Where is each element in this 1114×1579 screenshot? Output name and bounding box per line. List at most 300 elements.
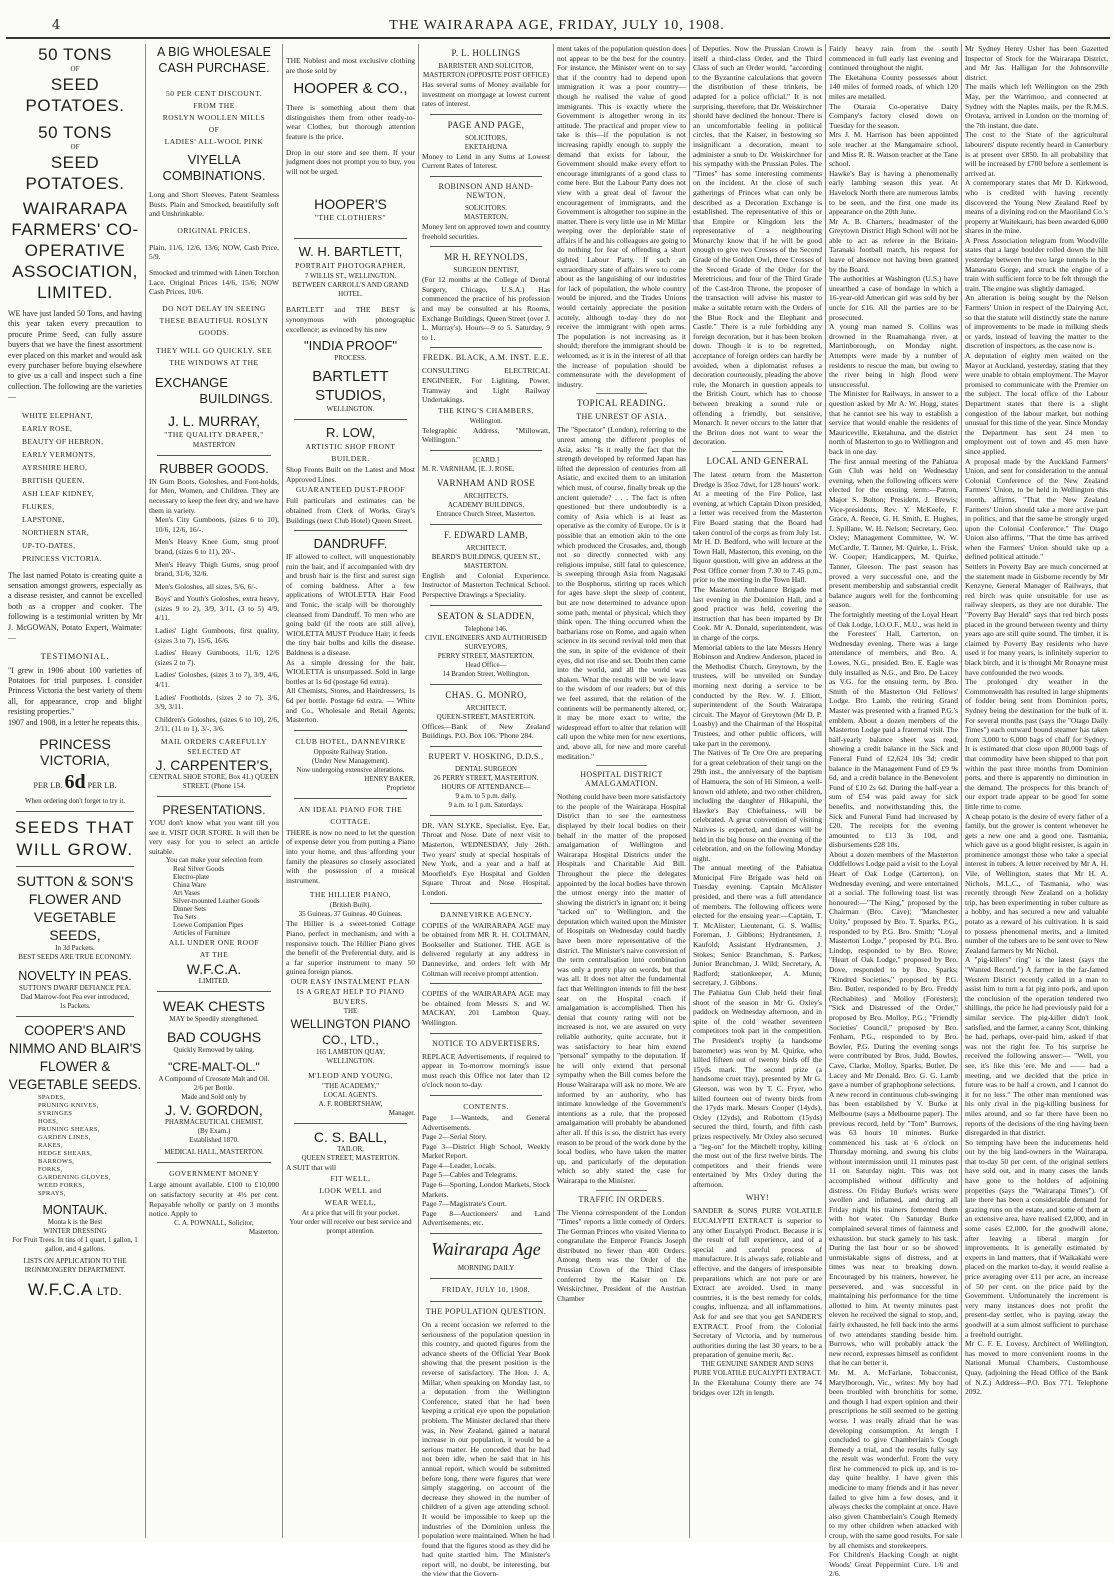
body-text: ment takes of the population question does not appear to be the best for the country. For instance, the Minister went on to say that if the country had to depend upon immigration it was a poor country—though he realised the value of good immigrants. This is exactly where the Government is altogether wrong in its attitude. The practical and proper view to take is this—if the population is not increasing rapidly enough to supply the demand that exists for labour, the Government should make every effort to encourage immigrants of a good class to come here. But the Labour Party does not view with a great deal of favour the encouragement of immigrants, and the Government is altogether too supine in the matter. There is very little use in Mr Millar weeping over the deplorable state of affairs if he and his colleagues are going to do nothing for fear of offending a short sighted Labour Party. If such an extraordinary state of affairs were to come about as the languishing of our industries for lack of population, the whole country would be injured, and the Trades Unions would certainly appreciate the position acutely, although to-day they do not receive the immigrant with open arms. The population is not increasing as it should; therefore the immigrant should be welcomed, as it is in the interest of all that the increase of population should be commensurate with the development of industry. bbox=[557, 44, 686, 389]
body-text: The Pahiatua Gun Club held their final shoot of the season in Mr G. Oxley's paddock on Wednesday afternoon, and in spite of the cold weather seventeen competitors took part in the competition. The President's trophy (a handsome barometer) was won by M. Quirke, who killed fifteen out of twenty birds off the 15yds mark. The second prize (a handsome cruet tray), presented by Mr G. Gleeson, was won by T. C. Fryer, who killed fourteen out of twenty birds from the 17yds mark. Messrs Cooper (14yds), Oxley (12yds), and Robottom (15yds) secured the third, fourth, and fifth cash prizes respectively. Mr Oxley also secured a "leg-on" for the Mitchell trophy, killing the most out of the first twelve birds. The competitors and their friends were entertained by Mrs Oxley during the afternoon. bbox=[693, 988, 822, 1189]
text: FRIDAY, JULY 10, 1908. bbox=[441, 1285, 531, 1295]
list-item: WHITE ELEPHANT, bbox=[22, 410, 93, 420]
list-item: EARLY VERMONTS, bbox=[22, 449, 96, 459]
text: OF bbox=[70, 143, 80, 151]
text: CENTRAL SHOE STORE, Box 41.) QUEEN STREET. (Phone 154. bbox=[149, 773, 279, 790]
text: MAIL ORDERS CAREFULLY SELECTED AT bbox=[160, 737, 268, 756]
body-text: The "Spectator" (London), referring to the unrest among the different peoples of Asia, asks: "Is it really the fact that the strength developed by reformed Japan has lifted the depression of centuries from all Asiatic, and excited them to an imitation which must, of course, finally break up the ancient quietude? . . . The fact is often questioned but there undoubtedly is a comity of Asia which is at least as operative as the comity of Europe. Or is it possible that an emotion akin to the one which produced the Crusades, and, though not so directly connected with any religious impulse, still fatal to quiescence, is sweeping through Asia from Nagasaki to the Bosphorus, stirring up races which for ages have slept the sleep of content, but are now determined to advance upon some path, mental or physical, which they think open. The thing occurred when the barbarians rose on Rome, and again when science in its second revival told men that the sun, in spite of the evidence of their eyes, did not rise and set. Doubt then came into the world, and all the world was shaken. What the results will be we leave to the wisdom of our readers; but of this we feel assured, that the relation of the continents will be permanently altered, or, it may be more exact to write, the widespread effort to alter that relation will call upon the white men for new exertions, and, above all, for new and more careful meditation." bbox=[557, 425, 686, 761]
masthead bbox=[0, 18, 1114, 34]
text: Dad Marrow-foot Pea ever introduced, bbox=[20, 992, 130, 1001]
text: PER LB. bbox=[87, 780, 117, 790]
body-text: CONSULTING ELECTRICAL ENGINEER, For Lighting, Power, Tramway and Light Railway Undertakings. bbox=[422, 366, 550, 405]
body-text: Nothing could have been more satisfactory to the people of the Wairarapa Hospital District than to see the earnestness displayed by their local bodies on their behalf in the matter of the proposed amalgamation of Wellington and Wairarapa Hospital Districts under the Hospitals and Charitable Aid Bill. Throughout the piece the delegates appointed by the local bodies have thrown the utmost energy into the matter of showing the district's in ignant on; it being "tacked on" to Wellington, and the deputation which waited upon the Minister of Hospitals on Wednesday could hardly have been more representative of the district. The Minister's naive conversion of the term centralisation into combination was only a pretty play on words, but that was all. It does not alter the fundamental fact that Wellington intends to fill the best seat on the Hospital coach if amalgamation is accomplished. Then his denial that county rating will not be increased is not, we are assured on very reliable authority, quite accurate, but it was satisfactory to hear him extend "personal" sympathy to the deputation. If he will only extend that personal sympathy when the Bill comes before the House Wairarapa will ask no more. We are informed by an authority, who has intimate knowledge of the Government's intentions as a rule, that the proposed amalgamation will probably be abandoned after all. If this is so, the district has every reason to be proud of the work done by the local bodies, who have taken the matter up, and particularly of the deputation which so ably stated the case for Wairarapa to the Minister. bbox=[557, 792, 686, 1185]
headline: "INDIA PROOF" bbox=[303, 338, 398, 354]
headline: SEED POTATOES. bbox=[25, 75, 125, 115]
column-divider bbox=[961, 44, 962, 1538]
text: Telephone 146. bbox=[464, 624, 508, 633]
body-text: Fairly heavy rain from the south commenced in full early last evening and continued throughout the night. bbox=[829, 44, 958, 73]
list-item: Page 1—Wanteds, and General Advertisements. bbox=[422, 1112, 550, 1132]
price: 6d bbox=[64, 770, 86, 793]
contents-list bbox=[422, 1113, 550, 1228]
list-item: HOES, bbox=[38, 1117, 59, 1125]
heading: HOSPITAL DISTRICT AMALGAMATION. bbox=[580, 770, 663, 789]
text: DO NOT DELAY IN SEEING THESE BEAUTIFUL ROSLYN GOODS. bbox=[159, 303, 269, 337]
text: THE bbox=[343, 1006, 358, 1015]
body-text: There is something about them that distinguishes them from other ready-to-wear Clothes, but thorough attention feature is the price. bbox=[286, 103, 415, 141]
headline: BARTLETT STUDIOS, bbox=[312, 368, 389, 405]
text: QUEEN STREET, MASTERTON. bbox=[301, 1153, 400, 1162]
heading: ROBINSON AND HAND-NEWTON, bbox=[438, 181, 534, 200]
list-item: Loewe Companion Pipes bbox=[173, 921, 244, 930]
body-text: English and Colonial Experience. Instructor of Masterton Technical School. Perspective Drawings a Speciality. bbox=[422, 570, 550, 600]
text: PER LB. bbox=[33, 780, 63, 790]
headline: NOVELTY IN PEAS. bbox=[18, 968, 132, 983]
headline: CASH PURCHASE. bbox=[158, 61, 270, 75]
list-item: Children's Goloshes, (sizes 6 to 10), 2/6, 2/11, (11 to 1), 3/-, 3/6. bbox=[155, 714, 279, 734]
text: ALL UNDER ONE ROOF bbox=[168, 938, 260, 948]
list-item: Articles of Furniture bbox=[173, 929, 231, 938]
text: GUARANTEED DUST-PROOF bbox=[295, 485, 406, 495]
body-text: All Chemists, Stores, and Hairdressers, 1s 6d per bottle. Postage 6d extra. — White and Co., Wholesale and Retail Agents, Masterton. bbox=[286, 686, 415, 725]
heading: FREDK. BLACK, A.M. INST. E.E. bbox=[422, 353, 550, 363]
list-item: NORTHERN STAR, bbox=[22, 527, 89, 537]
body-text: Mr C. F. E. Lovesy, Architect of Wellington, has moved to more convenient rooms in the National Mutual Chambers, Customhouse Quay, (adjoining the Head Office of the Bank of N.Z.) Address—P.O. Box 771. Telephone 2092. bbox=[965, 1339, 1108, 1397]
text: THEY WILL GO QUICKLY. SEE THE WINDOWS AT THE bbox=[155, 345, 273, 367]
body-text: So tempting have been the inducements held out by the big land-owners in the Wairarapa, that to-day 50 per cent. of the original settlers have sold out, and in many cases the lands have gone to the holders of adjoining properties (says the "Wairarapa Times"). Of late there has been a considerable demand for grazing runs on the estate, and some of them at an extensive area, have realised £2,000, and in some cases £2,000, for the goodwill alone, after leaving a liberal margin for improvements. It is generally estimated by experts in land matters, that if Waikakahi were placed on the market to-day, it would realise a price averaging over £11 per acre, an increase of 50 per cent. on the price paid by the Government. Unfortunately the increment is very many instances does not profit the present-day settler, who is paying away the goodwill at a sum almost sufficient to purchase a freehold outright. bbox=[965, 1137, 1108, 1339]
headline: 50 TONS bbox=[38, 123, 112, 142]
list-item: Ladies' Footholds, (sizes 2 to 7), 3/6, 3/9, 3/11. bbox=[155, 692, 279, 712]
text: "THE ACADEMY," bbox=[322, 1081, 379, 1090]
body-text: Long and Short Sleeves, Patent Seamless Busts. Plain and Smocked, beautifully soft and Unshrinkable. bbox=[149, 190, 279, 219]
text: OF bbox=[208, 125, 220, 134]
text: HENRY BAKER, bbox=[364, 774, 415, 783]
text: BARRISTER AND SOLICITOR, bbox=[438, 62, 534, 70]
body-text: The annual meeting of the Pahiatua Municipal Fire Brigade was held on Tuesday evening. Captain McAlister presided, and there was a full attendance of members. The following officers were elected for the ensuing year:—Captain, T. T. McAlister; Lieutenant, G. S. Wallis; Foreman, J. Gibbons; Hydrantsmen, J. Kaufold; Assistant Hydrantsmen, J. Stokes; Senior Branchman, S. Parkes; Junior Branchman, J. Wild; Secretary, A. Radford; stationkeeper, A. Munn; secretary, J. Gibbons. bbox=[693, 863, 822, 988]
text: "THE CLOTHIERS" bbox=[314, 213, 387, 223]
body-text: As a simple dressing for the hair, WIOLETTA is unsurpassed. Sold in large bottles at 1s 6d (postage 6d extra). bbox=[286, 657, 415, 686]
column-3 bbox=[286, 44, 415, 1538]
body-text: A SUIT that will bbox=[286, 1162, 337, 1172]
headline: MONTAUK. bbox=[42, 1202, 108, 1217]
text: ARCHITECTS, bbox=[463, 491, 509, 500]
text: CONTENTS. bbox=[463, 1101, 509, 1111]
text: 50 PER CENT DISCOUNT. bbox=[165, 89, 263, 98]
heading: TRAFFIC IN ORDERS. bbox=[578, 1194, 665, 1204]
text: 14 Brandon Street, Wellington. bbox=[442, 669, 530, 678]
newspaper-nameplate: Wairarapa Age bbox=[431, 1239, 541, 1260]
text: 35 Guineas. 37 Guineas. 40 Guineas. bbox=[298, 910, 403, 919]
body-text: Shop Fronts Built on the Latest and Most Approved Lines. bbox=[286, 465, 415, 484]
column-divider bbox=[553, 44, 554, 1538]
list-item: China Ware bbox=[173, 881, 206, 890]
text: ORIGINAL PRICES. bbox=[177, 225, 251, 235]
text: LOOK WELL and bbox=[319, 1185, 382, 1195]
headline: COMBINATIONS. bbox=[162, 168, 266, 183]
text: Masterton. bbox=[248, 1227, 279, 1236]
list-item: Men's Heavy Knee Gum, snug proof brand, (sizes 6 to 11), 20/-. bbox=[155, 537, 279, 556]
body-text: A Press Association telegram from Woodville states that a large boulder rolled down the hill yesterday between the two large tunnels in the Manawatu Gorge, and struck the engine of a train with sufficient force to be felt through the train. The engine was slightly damaged. bbox=[965, 235, 1108, 293]
list-item: Page 5—Cables and Telegrams. bbox=[422, 1170, 518, 1180]
body-text: of Deputies. Now the Prussian Crown is itself a third-class Order, and the Third Class of such an Order would, "according to the Byzantine calculations that govern the distribution of these trinkets, be adapted for a police official." It is not surprising, therefore, that Dr. Weiskirchner should have declined the honour. There is an uncomfortable feeling in political circles, that the Kaiser, in bestowing so insignificant a decoration, meant to administer a snub to Dr. Weiskirchner for his sympathy with the Prussian Poles. The "Times" has some interesting comments on the incident. At the close of such gatherings of Princes what can only be described as a Decoration Exchange is established. The representative of this or that Empire or Kingdom lets the representative of a neighbouring Monarchy know that if he will be good enough to give two Crosses of the Second Grade of the Golden Owl, three Crosses of the Second Grade of the Order for the Meretricious, and four of the Third Grade of the Cast-Iron Throne, the proposer of the transaction will advise his master to make a suitable return with the Orders of the Blue Rock and the Elephant and Castle." There is a rule forbidding any foreign decoration, but it has been broken down. Though it is to be regretted, acceptance of foreign orders can hardly be avoided, when a diplomatist refuses a decoration courteously, pleading the above rule, the Monarch in question appeals to the British Court, which has to choose between breaking a sound rule or offending a friendly, but sensitive, Monarch. It never occurs to the latter that the Briton does not want to wear the decoration. bbox=[693, 44, 822, 447]
list-item: FORKS, bbox=[38, 1165, 63, 1173]
list-item: SYRINGES bbox=[38, 1109, 73, 1117]
column-6 bbox=[693, 44, 822, 1538]
text: LTD. bbox=[97, 1285, 123, 1298]
text: Now undergoing extensive alterations. bbox=[296, 765, 405, 774]
text: WELLINGTON. bbox=[326, 405, 375, 414]
text: GOVERNMENT MONEY bbox=[169, 1169, 259, 1179]
headline: R. LOW, bbox=[325, 425, 376, 441]
tool-list bbox=[8, 1094, 142, 1198]
body-text: Large amount available. £100 to £10,000 on satisfactory security at 4½ per cent. Repayable wholly or partly on 3 months notice. Apply to bbox=[149, 1180, 279, 1219]
text: MAY be Speedily strengthened. bbox=[169, 1015, 259, 1024]
list-item: Boys' and Youth's Goloshes, extra heavy, (sizes 9 to 2), 3/9, 3/11, (3 to 5) 4/9, 4/11. bbox=[155, 594, 279, 623]
body-text: Offices—Bank of New Zealand Buildings. P.O. Box 106. 'Phone 284. bbox=[422, 721, 550, 741]
body-text: THERE is now no need to let the question of expense deter you from putting a Piano into your home, and thus affording your family the pleasures so closely associated with the possession of a musical instrument. bbox=[286, 827, 415, 885]
masthead-rule bbox=[6, 37, 1110, 39]
text: DENTAL SURGEON bbox=[455, 764, 517, 773]
list-item: BARROWS, bbox=[38, 1157, 75, 1165]
list-item: Men's City Gumboots, (sizes 6 to 10), 10/6, 12/6, 16/-. bbox=[155, 515, 279, 534]
price-line bbox=[8, 771, 142, 794]
body-text: The Masterton Ambulance Brigade met last evening in the Dominion Hall, and a good practice was held, covering the instruction that has been imparted by Dr Cook. Mr A. Donald, superintendent, was in charge of the corps. bbox=[693, 585, 822, 643]
body-text: 1907 and 1908, in a letter he repeats this. bbox=[8, 717, 140, 727]
text: WINTER DRESSING bbox=[43, 1226, 107, 1235]
body-text: An alteration is being sought by the Nelson Farmers' Union in respect of the Dairying Act, so that the statute will distinctly state the nature of improvements to be made in milking sheds or yards, instead of leaving the matter to the discretion of inspectors, as the case now is. bbox=[965, 293, 1108, 351]
heading: TOPICAL READING. bbox=[577, 398, 666, 409]
text: 26 PERRY STREET, MASTERTON. bbox=[433, 773, 539, 782]
text: 1s Packets. bbox=[59, 1001, 91, 1010]
text: LADIES' ALL-WOOL PINK bbox=[164, 137, 264, 146]
column-divider bbox=[282, 44, 283, 1538]
list-item: PRUNING SHEARS, bbox=[38, 1125, 100, 1133]
text: You can make your selection from bbox=[165, 856, 263, 865]
body-text: IF allowed to collect, will unquestionably ruin the hair, and if accompanied with dry and brush hair is the first and surest sign of coming baldness. After a few applications of WIOLETTA Hair Food and Tonic, the scalp will be thoroughly cleansed from Dandruff. To men who are going bald (if the roots are still alive), WIOLETTA MUST Produce Hair; it feeds the tiny hair bulbs and kills the disease. Baldness is a disease. bbox=[286, 552, 415, 658]
body-text: The Hillier is a sweet-toned Cottage Piano, perfect in mechanism, and with a responsive touch. The Hillier Piano gives the benefit of the Preferential duty, and is a far superior instrument to many 50 guinea foreign pianos. bbox=[286, 919, 415, 977]
body-text: A proposal made by the Auckland Farmers' Union, and sent for consideration to the annual Colonial Conference of the New Zealand Farmers' Union, to be held in Wellington this month, affirms, "That the New Zealand Farmers' Union should take a more active part in politics, and that the same be strongly urged upon the Colonial Conference." The Otago Union also affirms, "That the time has arrived when the Farmers' Union should take up a defined political attitude." bbox=[965, 456, 1108, 562]
headline: SEED POTATOES. bbox=[25, 153, 125, 193]
headline: WEAK CHESTS bbox=[163, 998, 265, 1015]
text: THE GENUINE SANDER AND SONS PURE VOLATILE EUCALYPTI EXTRACT. bbox=[693, 1359, 822, 1377]
body-text: The Minister for Railways, in answer to a question asked by Mr A. W. Hogg, states that he cannot see his way to establish a service that would enable the residents of Mauriceville, Eketahuna, and the district north of Masterton to go to Wellington and back in one day. bbox=[829, 389, 958, 456]
text: TAILOR, bbox=[337, 1144, 364, 1153]
text: Proprietor bbox=[386, 783, 415, 792]
column-4 bbox=[422, 44, 550, 1579]
list-item: Page 3—District High School, Weekly Market Report. bbox=[422, 1141, 550, 1161]
headline: BAD COUGHS bbox=[166, 1029, 262, 1046]
text: PROCESS. bbox=[334, 354, 367, 363]
body-text: Mr. M. A. McFarlane, Tobacconist, Marylborough, Vic., writes: My boy had been troubled with bronchitis for some, and though I had expert opinion and their prescriptions he still seemed to be getting worse. I was really afraid that he was developing consumption. At length I concluded to give Chamberlain's Cough Remedy a trial, and the results fully say the result was wonderful. From the very first he commenced to pick up, and is to-day quite healthy. I have given this medicine to many friends and it has never failed to give him a few doses, and it always checks the complaint at once. Have also given Chamberlain's Cough Remedy to my other children when attacked with croup, with the same good results. For sale by all chemists and storekeepers. bbox=[829, 1367, 958, 1550]
headline: W. H. BARTLETT, bbox=[298, 244, 403, 260]
headline: A BIG WHOLESALE bbox=[157, 45, 271, 59]
body-text: Smocked and trimmed with Linen Torchon Lace. Original Prices 14/6, 15/6; NOW Cash Prices, 10/6. bbox=[149, 267, 279, 297]
text: PERRY STREET, MASTERTON, bbox=[437, 651, 535, 660]
heading: NOTICE TO ADVERTISERS. bbox=[432, 1038, 540, 1048]
body-text: WE have just landed 50 Tons, and having this year taken every precaution to procure Prime Seed, can fully assure buyers that we have the finest assortment ever placed on this market and would ask every purchaser before buying elsewhere to give us a call and inspect such a fine collection. The following are the varieties — bbox=[8, 309, 142, 402]
text: 9 a.m. to 1 p.m. Saturdays. bbox=[448, 800, 524, 809]
list-item: Dinner Sets bbox=[173, 905, 206, 914]
list-item: PRUNING KNIVES, bbox=[38, 1101, 99, 1109]
body-text: Mr Sydney Henry Usher has been Gazetted Inspector of Stock for the Wairarapa District, and Mr Jas. Halligan for the Johnsonville district. bbox=[965, 44, 1108, 82]
body-text: SANDER & SONS PURE VOLATILE EUCALYPTI EXTRACT is superior to any other Eucalypti Product. Because it is the result of full experience, and of a special and careful process of manufacture. It is always safe, reliable and effective, and the dangers of irresponsible preparations which are not pure or are Extract are avoided. Used in many countries, it is the best remedy for colds, coughs, influenza, and all inflammations. Ask for and see that you get SANDER'S EXTRACT. Proof from the Colonial Secretary of Victoria, and by numerous authorities during the last 30 years, to be a preparation of genuine merit, &c. bbox=[693, 1206, 822, 1360]
headline: 50 TONS bbox=[38, 45, 112, 64]
text: QUEEN-STREET, MASTERTON. bbox=[436, 712, 536, 721]
body-text: On a recent occasion we referred to the seriousness of the population question in this country, and quoted figures from the advance sheets of the Official Year Book showing that the present position is the reverse of satisfactory. The Hon. J. A. Millar, when speaking on Monday last, to a deputation from the Wellington Conference, stated that he had been keeping a critical eye upon the population problem. The Minister declared that there was, in New Zealand, gained a natural increase in our population, it would be a serious matter. He conceded that he had not been idle, when he said that in his annual report, which would be submitted before long, there were figures that were simply staggering, on account of the decrease they showed in the number of children of a given age attending school. It would be impossible to keep up the industries of the Dominion unless the population were maintained. When he had found that the figures stood as they did he had quite startled him. The Minister's report will, no doubt, be interesting, but the view that the Govern- bbox=[422, 1320, 550, 1579]
body-text: The Vienna correspondent of the London "Times" reports a little comedy of Orders. The German Princes who visited Vienna to congratulate the Emperor Francis Joseph distributed no fewer than 400 Orders. Among them was the Order of the Prussian Crown of the Third Class conferred by the Kaiser on Dr. Weiskirchner, President of the Austrian Chamber bbox=[557, 1207, 686, 1303]
text: ARTISTIC SHOP FRONT BUILDER. bbox=[305, 442, 396, 464]
text: Made and Sold only by bbox=[181, 1093, 247, 1102]
headline: HOOPER'S bbox=[314, 196, 387, 213]
list-item: Silver-mounted Leather Goods bbox=[173, 897, 260, 906]
list-item: Ladies' Heavy Gumboots, 11/6, 12/6 (sizes 2 to 7). bbox=[155, 648, 279, 667]
column-8 bbox=[965, 44, 1108, 1538]
text: Established 1870. bbox=[189, 1136, 239, 1145]
text: Head Office— bbox=[465, 660, 507, 669]
text: CLUB HOTEL, DANNEVIRKE bbox=[295, 736, 406, 746]
text: AN IDEAL PIANO FOR THE COTTAGE. bbox=[298, 804, 403, 826]
text: In 3d Packets. bbox=[55, 943, 95, 952]
body-text: (For 12 months at the College of Dental Surgery, Chicago, U.S.A.) Has commenced the practice of his profession and may be consulted at his Rooms, Exchange Buildings, Queen Street (over J. L. Murray's). Hours—9 to 5. Saturday, 9 to 1. bbox=[422, 275, 550, 342]
text: Your order will receive our best service and prompt attention. bbox=[289, 1217, 412, 1235]
text: THE HILLIER PIANO, bbox=[309, 890, 392, 900]
list-item: EARLY ROSE, bbox=[22, 423, 73, 433]
list-item: Tea Sets bbox=[173, 913, 197, 922]
body-text: A cheap potato is the desire of every father of a family, but the grower is content whenever he gets a new one and a good one. Tasmania, which gave us a good blight resister, is again in prominence amongst those who take a special interest in tubers. A letter received by Mr A. H. Vile, of Wellington, states that Mr H. A. Nichols, M.L.C., of Tasmania, who was recently through New Zealand on a holiday trip, has been experimenting in tuber culture as a hobby, and has secured a new and valuable potato as a reward of his cultivation. It is said to possess phenomenal merits, and a limited number of the tubers are to be sent over to New Zealand farmers by Mr Nichol. bbox=[965, 811, 1108, 955]
list-item: Electro-plate bbox=[173, 873, 210, 882]
text: CIVIL ENGINEERS AND AUTHORISED SURVEYORS, bbox=[425, 633, 547, 651]
body-text: At a meeting of the Fire Police, last evening, at which Captain Dixon presided, a letter was received from the Masterton Fire Board stating that the Board had taken control of the corps as from July 1st. bbox=[693, 489, 822, 537]
list-item: LAPSTONE, bbox=[22, 514, 65, 524]
list-item: Men's Goloshes, all sizes, 5/6, 6/-. bbox=[155, 581, 258, 591]
list-item: Men's Heavy Thigh Gums, snug proof brand, 31/6, 32/6. bbox=[155, 559, 279, 579]
text: Entrance Church Street, Masterton. bbox=[436, 509, 536, 518]
heading: THE UNREST OF ASIA. bbox=[576, 412, 667, 422]
heading: TESTIMONIAL. bbox=[40, 650, 110, 661]
body-text: The prolonged dry weather in the Commonwealth has resulted in large shipments of fodder being sent from Dominion ports, Sydney being the destination for the bulk of it. For several months past (says the "Otago Daily Times") each outward bound steamer has taken from 3,000 to 6,000 bags of chaff for Sydney. It is estimated that close upon 80,000 bags of that commodity have been shipped to that port within the past three months from Dominion ports, and there is apparently no diminution in the demand. The prospects for this branch of our export trade appear to be good for some little time to come. bbox=[965, 677, 1108, 811]
heading: THE POPULATION QUESTION. bbox=[425, 1307, 547, 1317]
headline: PRESENTATIONS. bbox=[162, 803, 266, 817]
body-text: COPIES of the WAIRARAPA AGE may be obtained from Messrs S. and W. MACKAY, 201 Lambton Quay, Wellington. bbox=[422, 989, 550, 1027]
text: (Under New Management). bbox=[311, 756, 390, 765]
text: MEDICAL HALL, MASTERTON. bbox=[164, 1148, 264, 1157]
headline: C. S. BALL, bbox=[313, 1128, 388, 1145]
text: 9 a.m. to 5 p.m. daily. bbox=[455, 791, 517, 800]
headline: VIYELLA bbox=[187, 152, 241, 167]
text: WEAR WELL, bbox=[324, 1197, 377, 1207]
list-item: RAKES, bbox=[38, 1141, 63, 1149]
heading: SEATON & SLADDEN, bbox=[437, 610, 535, 621]
headline: SUTTON & SON'S FLOWER AND VEGETABLE SEEDS, bbox=[16, 872, 134, 943]
text: 2/6 per Bottle. bbox=[193, 1084, 235, 1093]
text: PORTRAIT PHOTOGRAPHER, bbox=[295, 261, 406, 271]
text: OF bbox=[70, 65, 80, 73]
list-item: Page 6—Sporting, London Markets, Stock Markets. bbox=[422, 1180, 550, 1199]
text: LIMITED. bbox=[198, 977, 230, 986]
body-text: In the Eketahuna County there are 74 bridges over 12ft in length. bbox=[693, 1377, 822, 1397]
masthead-title: THE WAIRARAPA AGE, FRIDAY, JULY 10, 1908. bbox=[389, 18, 725, 33]
list-item: Page 7—Magistrate's Court. bbox=[422, 1199, 507, 1209]
body-text: The latest return from the Masterton Dredge is 35oz 7dwt, for 128 hours' work. bbox=[693, 469, 822, 489]
text: (By Exam.) bbox=[197, 1127, 231, 1136]
pres-list bbox=[149, 865, 279, 937]
body-text: The Eketahuna County possesses about 140 miles of formed roads, of which 120 miles are metalled. bbox=[829, 72, 958, 101]
variety-list bbox=[8, 409, 142, 565]
text: BEARD'S BUILDINGS, QUEEN ST., MASTERTON. bbox=[431, 552, 541, 570]
body-text: About a dozen members of the Masterton Oddfellows Lodge paid a visit to the Loyal Heart of Oak Lodge (Carterton), on Wednesday evening, and were entertained at a social. The following toast list was honoured:—"The King," proposed by the Chairman (Bro. Cave); "Manchester Unity," proposed by Bro. T. Sparks, P.G., responded to by P.G. Bro. Smith; "Loyal Masterton Lodge," proposed by P.G. Bro. Lindop, responded to by Bro. Rowe; "Heart of Oak Lodge," proposed by Bro. Dove, responded to by Bro. Sparks; "Kindred Societies," proposed by P.G. Bro. Butler, responded to by Bro. Freddy (Rechabites) and Molloy (Foresters); "Sick and Distressed of the Order," proposed by Bro. Molloy, P.G.; "Friendly Societies' Council," proposed by Bro. Fenham, P.G., responded to by Bro. Bowler, P.G. During the evening songs were contributed by Bros. Judd, Bowles, Cave, Clarke, Molloy, Sparks, Butler, De Lacey and Mr Donald. Bro. G. G. Lamb gave a number of graphophone selections. bbox=[829, 849, 958, 1090]
text: C. A. POWNALL, Solicitor, bbox=[174, 1218, 254, 1227]
text: BETWEEN CARROLL'S AND GRAND HOTEL. bbox=[292, 281, 409, 299]
text: Wellington. bbox=[469, 416, 503, 425]
body-text: The Natives of Te Ore Ore are preparing for a great celebration of their tangi on the 29th inst., the anniversary of the baptism of Hamuera, the son of Hi Simeon, a well-known old athlete, and two other children, including the daughter of Hikapuhi, the Hawke's Bay Chieftainess, will be celebrated. A great convention of visiting Natives is expected, and dances will be held in the big house on the evening of the celebration, and on the following Monday night. bbox=[693, 748, 822, 863]
headline: W.F.C.A. bbox=[186, 961, 242, 978]
headline: HOOPER & CO., bbox=[293, 80, 408, 98]
text: When ordering don't forget to try it. bbox=[24, 796, 126, 805]
body-text: Plain, 11/6, 12/6, 13/6; NOW, Cash Price, 5/9. bbox=[149, 242, 279, 262]
body-text: For Children's Hacking Cough at night Woods' Great Peppermint Cure. 1/6 and 2/6. bbox=[829, 1550, 958, 1579]
headline: PRINCESS VICTORIA, bbox=[39, 735, 111, 768]
column-1 bbox=[8, 44, 142, 1538]
text: Monta k is the Best bbox=[47, 1217, 103, 1226]
headline: J. L. MURRAY, bbox=[167, 412, 261, 429]
list-item: Page 2—Serial Story. bbox=[422, 1132, 487, 1142]
text: FROM THE bbox=[193, 101, 235, 110]
list-item: PRINCESS VICTORIA. bbox=[22, 553, 102, 563]
headline: BUILDINGS. bbox=[199, 390, 273, 406]
body-text: Money lent on approved town and country freehold securities. bbox=[422, 221, 550, 241]
column-2 bbox=[149, 44, 279, 1538]
text: FIT WELL, bbox=[330, 1173, 371, 1183]
text: W.F.C.A bbox=[27, 1279, 92, 1299]
heading: LOCAL AND GENERAL bbox=[706, 455, 809, 466]
column-divider bbox=[825, 44, 826, 1538]
list-item: ASH LEAF KIDNEY, bbox=[22, 488, 94, 498]
text: SOLICITORS, bbox=[464, 133, 508, 142]
list-item: Art Vases bbox=[173, 889, 200, 898]
text: Manager. bbox=[388, 1108, 415, 1117]
body-text: Money to Lend in any Sums at Lowest Current Rates of Interest. bbox=[422, 151, 550, 171]
body-text: A new record in continuous club-swinging has been established by V. Burke at Melbourne (says a Melbourne paper). The previous record, held by "Tom" Burrows, was 63 hours 10 minutes. Burke commenced his task at 6 o'clock on Thursday morning, and swung his clubs without intermission until 11 minutes past 11 on Saturday night. This was not accomplished without difficulty and distress. On Friday Burke's wrists were swollen and inflamed, and during all Friday night his trainers fomented them with hot water. On Saturday Burke complained several times of faintness and exhaustion, but stuck gamely to his task. During the last hour or so he showed unmistakable signs of distress, and at times was near to breaking down. Encouraged by his trainers, however, he persevered, and was successful in maintaining his performance for the time allotted to him. At twenty minutes past eleven he received the signal to stop, and, fairly exhausted, he fell back into the arms of two attendants standing beside him. Burrows, who will probably attack the new record, expresses himself as confident that he can better it. bbox=[829, 1089, 958, 1368]
text: PHARMACEUTICAL CHEMIST, bbox=[164, 1118, 263, 1127]
heading: PAGE AND PAGE, bbox=[447, 119, 525, 130]
body-text: The first annual meeting of the Pahiatua Gun Club was held on Wednesday evening, when the following officers were elected for the ensuing term:—Patron, Major S. Bolton; President, J. Brewis; Vice-presidents, Rev. Y. McKeefe, F. Grace, A. Reece, G. H. Smith, E. Hughes, J. Spillane, W. H. Nelson; Secretary, Geo. Oxley; Management Committee, W. W. McCardle, T. Tanner, M. Quirke, L. Frisk, W. Cooper; Handicappers, M. Quirke, Tanner, Gleeson. The past season has proved a very successful one, and the present membership and substantial credit balance augurs well for the forthcoming season. bbox=[829, 456, 958, 610]
list-item: Ladies' Goloshes, (sizes 3 to 7), 3/9, 4/6, 4/11. bbox=[155, 670, 279, 690]
headline: J. CARPENTER'S, bbox=[155, 757, 273, 773]
footer-brand bbox=[8, 1279, 142, 1303]
page-number: 4 bbox=[52, 18, 61, 33]
column-divider bbox=[689, 44, 690, 1538]
body-text: Hawke's Bay is having a phenomenally early lambing season this year. At Havelock North there are numerous lambs to be seen, and the first one made its appearance on the 20th June. bbox=[829, 168, 958, 217]
body-text: The fortnightly meeting of the Loyal Heart of Oak Lodge, I.O.O.F., M.U., was held in the Foresters' Hall, Carterton, on Wednesday evening. There was a large attendance of members, and Bro. A. Lowes, N.G., presided. Bro. E. Eagle was duly installed as N.G., and Bro. De Lacey as V.G. for the ensuing term, by Bro. Smith of the Masterton Old Fellows' Lodge. Bro Lamb, the retiring Grand Master was presented with a framed P.G.'s emblem. About a dozen members of the Masterton Lodge paid a fraternal visit. The half-yearly balance sheet was read, showing a credit balance in the Sick and Funeral Fund of £2,624 10s 3d; credit balance in the Management Fund of £9 9s 6d, and a credit balance in the Benevolent Fund of £10 2s 6d. During the half-year a sum of £54 was paid away for sick benefits, and notwithstanding this, the Sick and Funeral Fund had increased by £20. The receipts for the evening amounted to £13 3s 10d, and disbursements £28 10s. bbox=[829, 610, 958, 850]
list-item: Real Silver Goods bbox=[173, 865, 225, 874]
text: At a price that will fit your pocket. bbox=[301, 1208, 400, 1217]
list-item: HEDGE SHEARS, bbox=[38, 1149, 93, 1157]
body-text: BARTLETT and THE BEST is synonymous with photographic excellence; as evinced by his new bbox=[286, 305, 415, 334]
text: LISTS ON APPLICATION TO THE IRONMONGERY DEPARTMENT. bbox=[23, 1256, 127, 1274]
body-text: The cost to the State of the agricultural labourers' dispute recently heard in Canterbury is at present over £850. In all probability that will be increased by £700 before a settlement is arrived at. bbox=[965, 130, 1108, 178]
body-text: Drop in our store and see them. If your judgment does not prompt you to buy, you will not be urged. bbox=[286, 147, 415, 176]
body-text: Mr H. D. Bedford, who will lecture at the Town Hall, Masterton, this evening, on the liquor question, will give an address at the Post Office corner from 7.30 to 7.45 p.m., prior to the meeting in the Town Hall. bbox=[693, 537, 822, 585]
text: ACADEMY BUILDINGS, bbox=[447, 500, 525, 509]
body-text: The authorities at Washington (U.S.) have unearthed a case of bondage in which a 16-year-old American girl was sold by her uncle for £16. All the parties are to be prosecuted. bbox=[829, 274, 958, 322]
headline: SEEDS THAT WILL GROW. bbox=[14, 817, 136, 859]
org-name: WAIRARAPA FARMERS' CO-OPERATIVE ASSOCIATION, LIMITED. bbox=[11, 199, 139, 302]
text: EKETAHUNA bbox=[464, 142, 508, 151]
text: MASTERTON bbox=[192, 440, 236, 449]
list-item: BRITISH QUEEN, bbox=[22, 475, 85, 485]
list-item: GARDEN LINES, bbox=[38, 1133, 91, 1141]
text: 165 LAMBTON QUAY, bbox=[316, 1047, 385, 1056]
list-item: SPRAYS, bbox=[38, 1189, 66, 1197]
headline: COOPER'S AND NIMMO AND BLAIR'S FLOWER & VEGETABLE SEEDS. bbox=[8, 1022, 142, 1092]
text: DANNEVIRKE AGENCY. bbox=[440, 909, 532, 919]
text: WELLINGTON. bbox=[326, 1056, 375, 1065]
heading: P. L. HOLLINGS bbox=[451, 48, 521, 58]
text: For Fruit Trees. In tins of 1 quart, 1 gallon, 1 gallon, and 4 gallons. bbox=[12, 1235, 138, 1253]
text: A. F. ROBERTSHAW, bbox=[318, 1099, 383, 1108]
body-text: Mrs J. M. Harrison has been appointed sole teacher at the Mangamaire school, and Miss R. R. Watson teacher at the Tane school. bbox=[829, 130, 958, 169]
headline: RUBBER GOODS. bbox=[159, 460, 269, 476]
text: 7 WILLIS ST., WELLINGTON. bbox=[304, 272, 397, 281]
list-item: Page 8—Auctioneers' and Land Advertisements, etc. bbox=[422, 1208, 550, 1228]
headline: DANDRUFF. bbox=[313, 536, 388, 552]
heading: WHY! bbox=[745, 1193, 770, 1203]
body-text: Memorial tablets to the late Messrs Henry Robinson and Andrew Anderson, placed in the Methodist Church, Greytown, by the trustees, will be unveiled on Sunday morning next during a service to be conducted by the Rev. W. J. Elliott, superintendent of the South Wairarapa circuit. The Mayor of Greytown (Mr D. P. Loasby) and the Chairman of the Hospital Trustees, and other public officers, will take part in the ceremony. bbox=[693, 642, 822, 748]
text: ARCHITECT, bbox=[465, 543, 507, 552]
text: M. R. VARNHAM, [E. J. ROSE. bbox=[422, 464, 515, 473]
text: OUR EASY INSTALMENT PLAN IS A GREAT HELP TO PIANO BUYERS. bbox=[290, 976, 411, 1006]
text: ARCHITECT, bbox=[465, 703, 507, 712]
column-divider bbox=[418, 44, 419, 1538]
column-7 bbox=[829, 44, 958, 1579]
list-item: AYRSHIRE HERO, bbox=[22, 462, 88, 472]
column-divider bbox=[145, 44, 146, 1538]
body-text: THE Noblest and most exclusive clothing are those sold by bbox=[286, 56, 415, 75]
headline: WELLINGTON PIANO CO., LTD., bbox=[290, 1016, 411, 1047]
text: SUTTON'S DWARF DEFIANCE PEA. bbox=[19, 983, 131, 992]
heading: MR H. REYNOLDS, bbox=[444, 252, 528, 263]
body-text: The last named Potato is creating quite a sensation amongst growers, especially as a disease resister, and cannot be excelled both as a cropper and cooker. The following is a testimonial written by Mr J. McGOWAN, Potato Expert, Waimate:— bbox=[8, 570, 142, 643]
text: ROSLYN WOOLLEN MILLS bbox=[162, 113, 266, 122]
body-text: A young man named S. Collins was drowned in the Ruamahanga river, at Martinborough, on Monday night. Attempts were made by a number of residents to rescue the man, but owing to the river being in high flood were unsuccessful. bbox=[829, 322, 958, 389]
body-text: "I grew in 1906 about 100 varieties of Potatoes for trial purposes. I consider Princess Victoria the best variety of them all, for appearance, crop and blight resisting properties." bbox=[8, 665, 142, 717]
text: "THE QUALITY DRAPER," bbox=[164, 429, 264, 439]
list-item: WEED FORKS, bbox=[38, 1181, 85, 1189]
list-item: Page 4—Leader, Locals. bbox=[422, 1160, 496, 1170]
heading: VARNHAM AND ROSE bbox=[436, 477, 536, 488]
list-item: FLUKES, bbox=[22, 501, 55, 511]
body-text: Full particulars and estimates can be obtained from Clerk of Works, Gray's Buildings (next Club Hotel) Queen Street. bbox=[286, 496, 415, 525]
text: BEST SEEDS ARE TRUE ECONOMY. bbox=[18, 952, 132, 961]
column-5 bbox=[557, 44, 686, 1538]
text: Quickly Removed by taking. bbox=[173, 1046, 255, 1055]
body-text: DR. VAN SLYKE, Specialist, Eye, Ear, Throat and Nose. Date of next visit to Masterton, WEDNESDAY, July 26th. Two years' study at special hospitals of New York, and a year and a half at Moorfield's Eye Hospital and Golden Square Throat and Nose Hospital, London. bbox=[422, 820, 550, 897]
body-text: COPIES of the WAIRARAPA AGE may be obtained from MR R. H. COLTMAN, Bookseller and Stationer. THE AGE is delivered regularly at any address in Dannevirke, and orders left with Mr Coltman will receive prompt attention. bbox=[422, 920, 550, 978]
text: [CARD.] bbox=[473, 455, 499, 464]
text: LOCAL AGENTS. bbox=[323, 1090, 378, 1099]
list-item: UP-TO-DATES, bbox=[22, 540, 76, 550]
text: Opposite Railway Station. bbox=[313, 747, 388, 756]
text: M'LEOD AND YOUNG, bbox=[308, 1070, 393, 1080]
text: MORNING DAILY bbox=[457, 1264, 515, 1273]
text: MASTERTON (OPPOSITE POST OFFICE) bbox=[423, 71, 549, 79]
headline: J. V. GORDON, bbox=[165, 1102, 263, 1119]
heading: F. EDWARD LAMB, bbox=[444, 529, 528, 540]
price-list bbox=[149, 515, 279, 734]
list-item: SPADES, bbox=[38, 1093, 66, 1101]
body-text: The Otaraia Co-operative Dairy Company's factory closed down on Tuesday for the season. bbox=[829, 101, 958, 130]
body-text: A deputation of eighty men waited on the Mayor at Auckland, yesterday, stating that they were unable to obtain employment. The Mayor promised to communicate with the Premier on the subject. The local office of the Labour Department states that there is a slight congestion of the labour market, but nothing unusual for this time of the year. Since Monday the Department has sent 24 men to employment out of town and 45 men have since applied. bbox=[965, 351, 1108, 456]
body-text: YOU don't know what you want till you see it. VISIT OUR STORE. It will then be very easy for you to select an article suitable. bbox=[149, 818, 279, 856]
